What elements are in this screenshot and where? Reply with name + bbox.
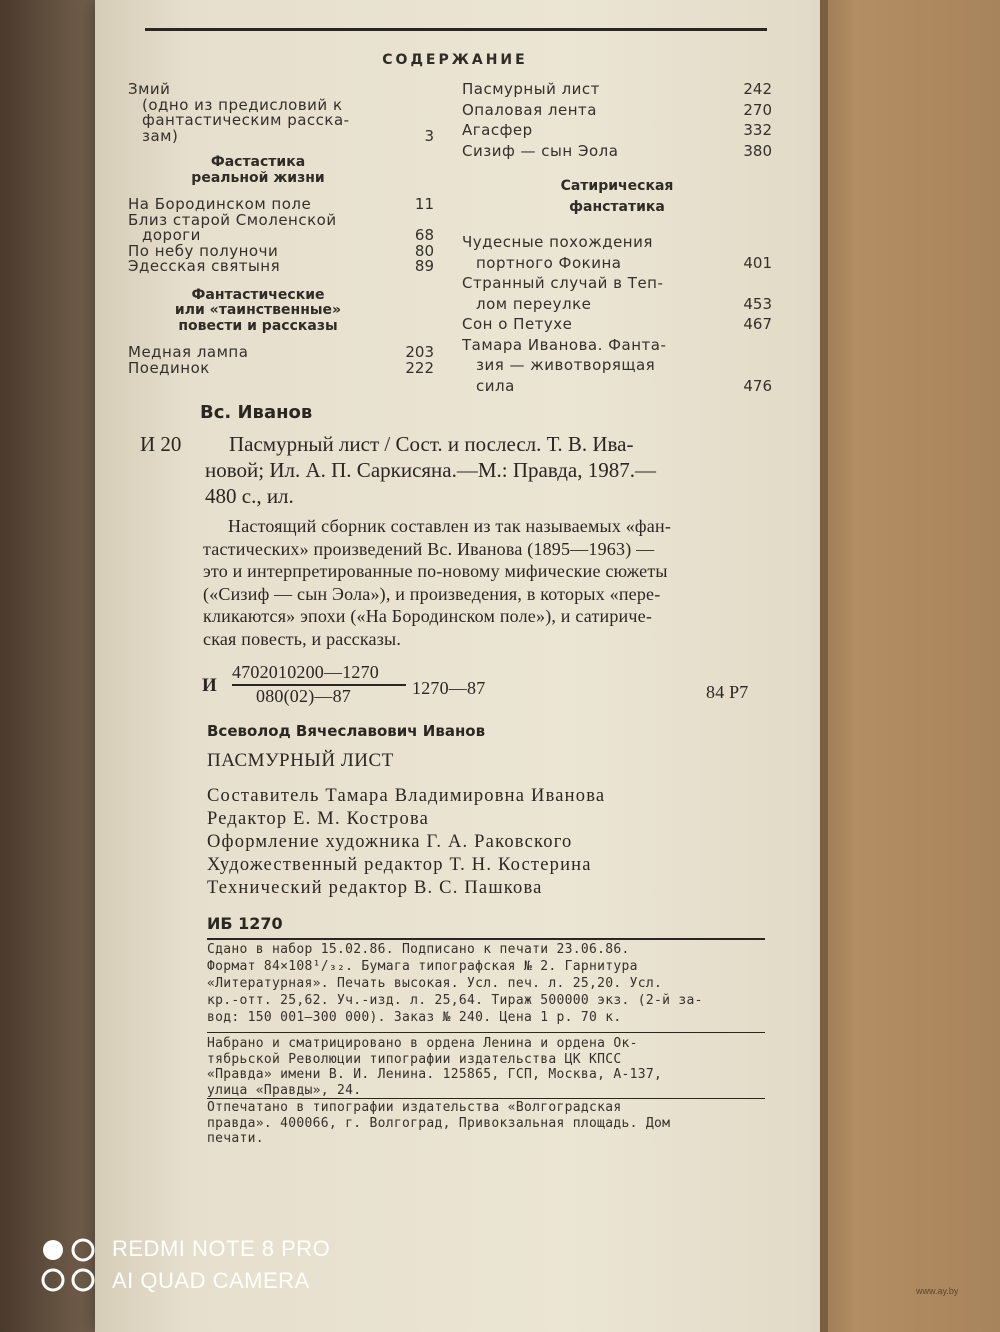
toc-entry-page: 380 xyxy=(743,141,772,160)
imprint-title: ПАСМУРНЫЙ ЛИСТ xyxy=(207,750,394,771)
index-letter: И xyxy=(202,675,217,696)
toc-entry-page: 467 xyxy=(743,315,772,333)
toc-entry-title: Тамара Иванова. Фанта- xyxy=(462,335,667,354)
watermark-line1: REDMI NOTE 8 PRO xyxy=(112,1236,331,1261)
printed-block-line: правда». 400066, г. Волгоград, Привокзальная площадь. Дом xyxy=(207,1115,671,1131)
toc-entry-page: 401 xyxy=(743,253,772,272)
toc-entry-title: дороги xyxy=(142,226,201,244)
typeset-block-line: «Правда» имени В. И. Ленина. 125865, ГСП, Москва, А-137, xyxy=(207,1067,663,1082)
toc-entry-page: 453 xyxy=(743,294,772,313)
bbk-index: 84 Р7 xyxy=(706,682,749,702)
toc-entry-title: Опаловая лента xyxy=(462,100,597,119)
imprint-credit-line: Художественный редактор Т. Н. Костерина xyxy=(207,855,592,875)
toc-entry-page: 68 xyxy=(414,226,434,244)
imprint-credit-line: Редактор Е. М. Кострова xyxy=(207,809,430,829)
tech-rule-bottom xyxy=(207,1098,765,1099)
toc-section-heading: Фастастика xyxy=(210,154,306,170)
toc-section-heading: Сатирическая xyxy=(560,178,674,194)
imprint-full-name: Всеволод Вячеславович Иванов xyxy=(207,722,486,740)
toc-entry-title: Агасфер xyxy=(462,121,533,139)
fraction-bottom: 080(02)—87 xyxy=(256,686,351,706)
catalog-annotation-line: Настоящий сборник составлен из так называемых «фан- xyxy=(228,516,672,536)
toc-entry-title: Близ старой Смоленской xyxy=(128,210,337,229)
tech-block-line: Сдано в набор 15.02.86. Подписано к печати 23.06.86. xyxy=(207,942,630,957)
toc-entry-page: 242 xyxy=(743,80,772,98)
typeset-block-line: улица «Правды», 24. xyxy=(207,1082,362,1098)
watermark-line2: AI QUAD CAMERA xyxy=(112,1268,310,1293)
tech-block-line: кр.-отт. 25,62. Уч.-изд. л. 25,64. Тираж 500000 экз. (2-й за- xyxy=(207,993,703,1008)
toc-entry-page: 332 xyxy=(743,121,772,139)
toc-entry-title: На Бородинском поле xyxy=(128,195,312,213)
toc-entry-title: зия — животворящая xyxy=(476,356,656,374)
catalog-code: И 20 xyxy=(140,432,182,456)
toc-section-heading: повести и рассказы xyxy=(178,317,338,334)
toc-entry-page: 3 xyxy=(424,126,434,145)
toc-entry-page: 476 xyxy=(743,376,772,395)
toc-section-heading: Фантастические xyxy=(191,286,325,303)
ib-number: ИБ 1270 xyxy=(207,914,283,933)
toc-entry-title: портного Фокина xyxy=(476,253,622,272)
toc-entry-title: фантастическим расска- xyxy=(142,111,350,129)
toc-entry-title: Поединок xyxy=(128,358,210,377)
tech-rule-top xyxy=(207,938,765,940)
catalog-description-line: 480 с., ил. xyxy=(205,484,294,508)
book-cover-edge xyxy=(820,0,1000,1332)
toc-entry-title: сила xyxy=(476,376,515,395)
tech-block-line: Формат 84×108¹/₃₂. Бумага типографская № 2. Гарнитура xyxy=(207,959,638,974)
catalog-description-line: Пасмурный лист / Сост. и послесл. Т. В. Ива- xyxy=(229,432,634,456)
printed-block-line: Отпечатано в типографии издательства «Волгоградская xyxy=(207,1100,622,1115)
catalog-annotation-line: это и интерпретированные по-новому мифические сюжеты xyxy=(203,561,668,581)
catalog-annotation-line: кликаются» эпохи («На Бородинском поле»), и сатириче- xyxy=(203,606,653,626)
tech-rule-mid xyxy=(207,1032,765,1033)
toc-entry-title: Пасмурный лист xyxy=(462,80,600,98)
camera-logo-icon xyxy=(40,1237,98,1295)
typeset-block-line: Набрано и сматрицировано в ордена Ленина и ордена Ок- xyxy=(207,1036,638,1051)
tech-block-line: «Литературная». Печать высокая. Усл. печ. л. 25,20. Усл. xyxy=(207,976,663,991)
toc-entry-title: зам) xyxy=(142,126,179,145)
toc-entry-page: 11 xyxy=(414,195,434,213)
toc-entry-title: Чудесные похождения xyxy=(462,233,653,251)
printed-block-line: печати. xyxy=(207,1131,264,1146)
imprint-credit-line: Оформление художника Г. А. Раковского xyxy=(207,832,573,852)
toc-entry-title: Сон о Петухе xyxy=(462,315,573,333)
toc-entry-title: Сизиф — сын Эола xyxy=(462,141,619,160)
toc-entry-title: Странный случай в Теп- xyxy=(462,274,664,292)
tech-block-line: вод: 150 001—300 000). Заказ № 240. Цена 1 р. 70 к. xyxy=(207,1010,622,1025)
top-rule xyxy=(145,28,767,31)
toc-entry-title: лом переулке xyxy=(476,294,592,313)
catalog-author: Вс. Иванов xyxy=(200,402,313,423)
catalog-annotation-line: ская повесть, и рассказы. xyxy=(203,628,402,649)
toc-section-heading: или «таинственные» xyxy=(174,302,342,318)
toc-entry-page: 80 xyxy=(414,241,434,260)
toc-entry-page: 222 xyxy=(405,358,434,377)
toc-entry-page: 270 xyxy=(743,100,772,119)
toc-entry-page: 203 xyxy=(405,343,434,361)
site-watermark: www.ay.by xyxy=(916,1286,959,1296)
toc-entry-title: (одно из предисловий к xyxy=(142,95,343,114)
toc-entry-title: Эдесская святыня xyxy=(128,257,281,275)
toc-entry-title: Змий xyxy=(128,80,171,98)
fraction-suffix: 1270—87 xyxy=(412,678,486,698)
toc-section-heading: реальной жизни xyxy=(191,169,325,186)
typeset-block-line: тябрьской Революции типографии издательства ЦК КПСС xyxy=(207,1051,622,1067)
catalog-annotation-line: тастических» произведений Вс. Иванова (1895—1963) — xyxy=(203,538,655,559)
toc-entry-title: По небу полуночи xyxy=(128,241,279,260)
toc-entry-page: 89 xyxy=(414,257,434,275)
catalog-annotation-line: («Сизиф — сын Эола»), и произведения, в которых «пере- xyxy=(203,583,661,604)
catalog-description-line: новой; Ил. А. П. Саркисяна.—М.: Правда, 1987.— xyxy=(205,458,657,482)
toc-title: СОДЕРЖАНИЕ xyxy=(382,52,528,68)
imprint-credit-line: Составитель Тамара Владимировна Иванова xyxy=(207,786,606,806)
toc-section-heading: фанстатика xyxy=(569,198,665,215)
fraction-top: 4702010200—1270 xyxy=(232,662,379,682)
toc-entry-title: Медная лампа xyxy=(128,343,249,361)
imprint-credit-line: Технический редактор В. С. Пашкова xyxy=(207,878,543,898)
